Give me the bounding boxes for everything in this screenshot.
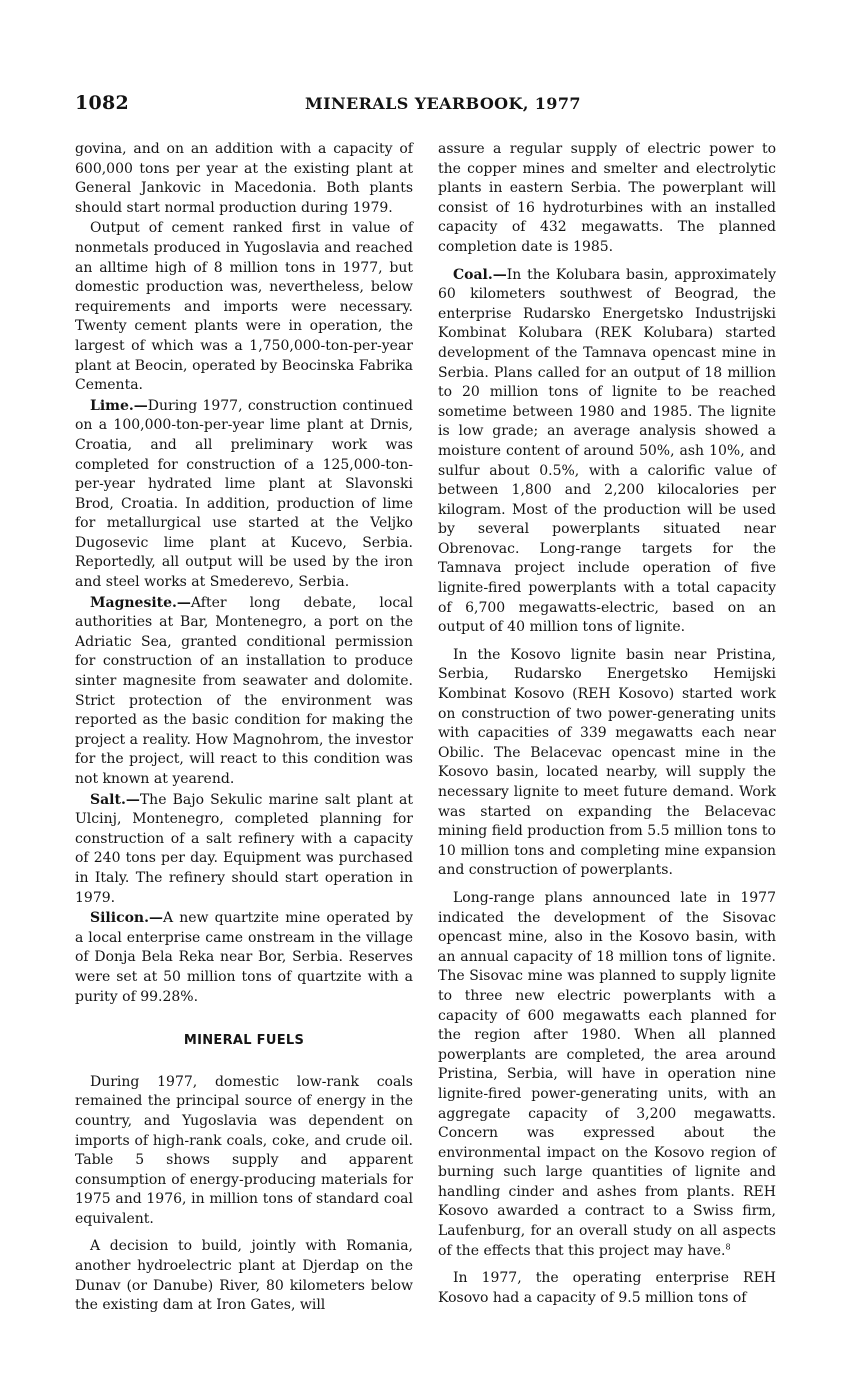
magnesite-lead: Magnesite.— (90, 594, 191, 611)
section-heading-mineral-fuels: MINERAL FUELS (183, 1033, 305, 1049)
longrange-text: Long-range plans announced late in 1977 indicated the development of the Sisovac opencast mine, also in the Kosovo basin, with an annual capacity of 18 million tons of lignite. The Sisovac mine was planned to supply lignite to three new electric powerplants with a capacity of 600 megawatts each planned for the region after 1980. When all planned powerplants are completed, the area around Pristina, Serbia, will have in operation nine lignite-fired power-generating units, with an aggregate capacity of 3,200 megawatts. Concern was expressed about the environmental impact on the Kosovo region of burning such large quantities of lignite and handling cinder and ashes from plants. REH Kosovo awarded a contract to a Swiss firm, Laufenburg, for an overall study on all aspects of the effects that this project may have. (438, 889, 776, 1259)
salt-lead: Salt.— (90, 791, 140, 808)
cement-paragraph: Output of cement ranked first in value of nonmetals produced in Yugoslavia and reached an alltime high of 8 million tons in 1977, but domestic production was, nevertheless, below requirements and imports were necessary. Twenty cement plants were in operation, the largest of which was a 1,750,000-ton-per-year plant at Beocin, operated by Beocinska Fabrika Cementa. (75, 220, 413, 394)
running-title: MINERALS YEARBOOK, 1977 (305, 94, 581, 113)
coal-lead: Coal.— (453, 266, 507, 283)
capacity-1977-paragraph: In 1977, the operating enterprise REH Kosovo had a capacity of 9.5 million tons of (438, 1270, 776, 1306)
salt-text: The Bajo Sekulic marine salt plant at Ulcinj, Montenegro, completed planning for construction of a salt refinery with a capacity of 240 tons per day. Equipment was purchased in Italy. The refinery should start operation in 1979. (75, 791, 413, 906)
left-column (75, 140, 413, 1316)
kosovo-paragraph: In the Kosovo lignite basin near Pristina, Serbia, Rudarsko Energetsko Hemijski Kombinat Kosovo (REH Kosovo) started work on construction of two power-generating units with capacities of 339 megawatts each near Obilic. The Belacevac opencast mine in the Kosovo basin, located nearby, will supply the necessary lignite to meet future demand. Work was started on expanding the Belacevac mining field production from 5.5 million tons to 10 million tons and completing mine expansion and construction of powerplants. (438, 646, 776, 879)
silicon-lead: Silicon.— (90, 910, 163, 927)
magnesite-paragraph (75, 594, 413, 790)
silicon-paragraph (75, 909, 413, 1007)
lime-paragraph (75, 397, 413, 593)
magnesite-text: After long debate, local authorities at Bar, Montenegro, a port on the Adriatic Sea, granted conditional permission for construction of an installation to produce sinter magnesite from seawater and dolomite. Strict protection of the environment was reported as the basic condition for making the project a reality. How Magnohrom, the investor for the project, will react to this condition was not known at yearend. (75, 594, 413, 787)
intro-paragraph: govina, and on an addition with a capacity of 600,000 tons per year at the existing plant at General Jankovic in Macedonia. Both plants should start normal production during 1979. (75, 141, 413, 216)
hydro-paragraph: A decision to build, jointly with Romania, another hydroelectric plant at Djerdap on the Dunav (or Danube) River, 80 kilometers below the existing dam at Iron Gates, will (75, 1238, 413, 1314)
fuels-paragraph: During 1977, domestic low-rank coals remained the principal source of energy in the country, and Yugoslavia was dependent on imports of high-rank coals, coke, and crude oil. Table 5 shows supply and apparent consumption of energy-producing materials for 1975 and 1976, in million tons of standard coal equivalent. (75, 1073, 413, 1227)
silicon-text: A new quartzite mine operated by a local enterprise came onstream in the village of Donja Bela Reka near Bor, Serbia. Reserves were set at 50 million tons of quartzite with a purity of 99.28%. (75, 910, 413, 1005)
longrange-paragraph (438, 889, 776, 1261)
page-number: 1082 (75, 92, 130, 114)
right-column (438, 140, 776, 1308)
salt-paragraph (75, 791, 413, 909)
coal-text: In the Kolubara basin, approximately 60 kilometers southwest of Beograd, the enterprise Rudarsko Energetsko Industrijski Kombinat Kolubara (REK Kolubara) started development of the Tamnava opencast mine in Serbia. Plans called for an output of 18 million to 20 million tons of lignite to be reached sometime between 1980 and 1985. The lignite is low grade; an average analysis showed a moisture content of around 50%, ash 10%, and sulfur about 0.5%, with a calorific value of between 1,800 and 2,200 kilocalories per kilogram. Most of the production will be used by several powerplants situated near Obrenovac. Long-range targets for the Tamnava project include operation of five lignite-fired powerplants with a total capacity of 6,700 megawatts-electric, based on an output of 40 million tons of lignite. (438, 266, 776, 636)
continued-paragraph: assure a regular supply of electric power to the copper mines and smelter and electrolytic plants in eastern Serbia. The powerplant will consist of 16 hydroturbines with an installed capacity of 432 megawatts. The planned completion date is 1985. (438, 141, 776, 255)
footnote-ref: 8 (725, 1242, 731, 1251)
lime-lead: Lime.— (90, 397, 148, 414)
lime-text: During 1977, construction continued on a 100,000-ton-per-year lime plant at Drnis, Croatia, and all preliminary work was completed for construction of a 125,000-ton-per-year hydrated lime plant at Slavonski Brod, Croatia. In addition, production of lime for metallurgical use started at the Veljko Dugosevic lime plant at Kucevo, Serbia. Reportedly, all output will be used by the iron and steel works at Smederevo, Serbia. (75, 397, 413, 591)
coal-paragraph (438, 266, 776, 638)
